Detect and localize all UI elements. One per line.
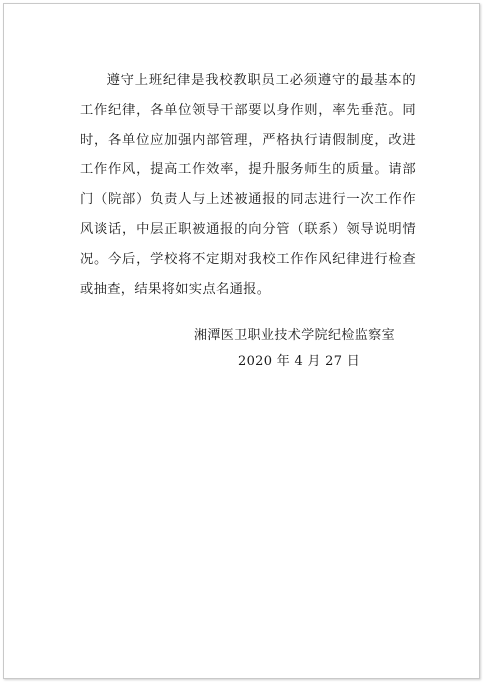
signature-block	[194, 323, 404, 375]
body-paragraph: 遵守上班纪律是我校教职员工必须遵守的最基本的工作纪律，各单位领导干部要以身作则，率先垂范。同时，各单位应加强内部管理，严格执行请假制度，改进工作作风，提高工作效率，提升服务师生的质量。请部门（院部）负责人与上述被通报的同志进行一次工作作风谈话，中层正职被通报的向分管（联系）领导说明情况。今后，学校将不定期对我校工作作风纪律进行检查或抽查，结果将如实点名通报。	[80, 73, 416, 297]
document-page	[3, 3, 480, 679]
signature-date: 2020 年 4 月 27 日	[238, 354, 361, 369]
signature-organization: 湘潭医卫职业技术学院纪检监察室	[194, 328, 396, 343]
